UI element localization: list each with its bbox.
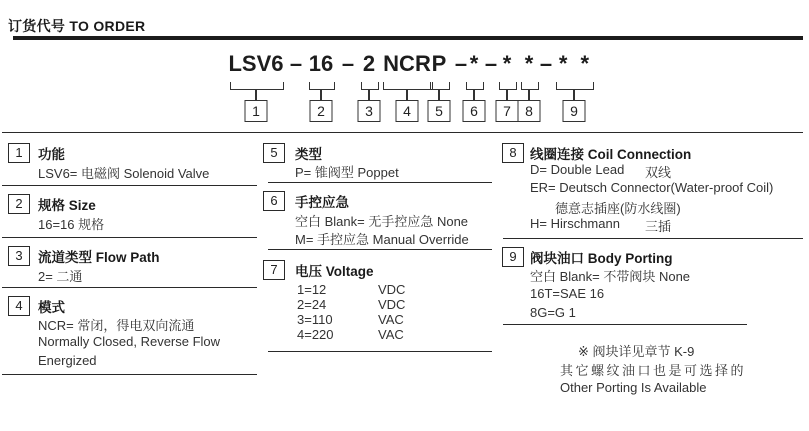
section-number-box: 5 [263, 143, 285, 163]
bracket-connector [506, 89, 508, 100]
section-line: 16=16 规格 [38, 217, 105, 232]
voltage-unit: VDC [378, 282, 406, 297]
section-line: LSV6= 电磁阀 Solenoid Valve [38, 166, 210, 181]
code-dash: – [484, 51, 498, 76]
segment-number-box: 7 [496, 100, 519, 122]
voltage-unit: VDC [378, 297, 406, 312]
coil-option-cn: 双线 [645, 165, 672, 180]
section-number-box: 9 [502, 247, 524, 267]
section-line: 8G=G 1 [530, 305, 576, 320]
segment-number-box: 3 [358, 100, 381, 122]
segment-bracket [430, 82, 450, 90]
note-line: Other Porting Is Available [560, 380, 707, 395]
section-title: 模式 [38, 300, 65, 315]
segment-bracket [521, 82, 539, 90]
code-dash: – [341, 51, 355, 76]
code-segment-text: * * [558, 51, 590, 76]
section-title: 规格 Size [38, 198, 96, 213]
code-dash: – [289, 51, 303, 76]
section-line: M= 手控应急 Manual Override [295, 232, 469, 247]
section-line: ER= Deutsch Connector(Water-proof Coil) [530, 180, 774, 195]
voltage-row [297, 297, 406, 312]
section-title: 手控应急 [295, 195, 349, 210]
section-divider [268, 182, 492, 183]
code-segment-text: LSV6 [228, 51, 284, 76]
section-line: Energized [38, 353, 97, 368]
voltage-unit: VAC [378, 327, 404, 342]
full-width-rule [2, 132, 803, 133]
section-title: 电压 Voltage [295, 264, 374, 279]
section-number-box: 2 [8, 194, 30, 214]
segment-bracket [556, 82, 594, 90]
section-title: 线圈连接 Coil Connection [530, 147, 692, 162]
voltage-value: 1=12 [297, 282, 327, 297]
coil-option-code: H= Hirschmann [530, 216, 620, 231]
bracket-connector [528, 89, 530, 100]
code-segment-text: * [524, 51, 534, 76]
section-title: 功能 [38, 147, 65, 162]
section-line [530, 162, 672, 180]
section-line: 2= 二通 [38, 269, 83, 284]
bracket-connector [473, 89, 475, 100]
section-line: 16T=SAE 16 [530, 286, 605, 301]
voltage-value: 4=220 [297, 327, 334, 342]
section-divider [268, 249, 492, 250]
section-divider [2, 185, 257, 186]
section-number-box: 6 [263, 191, 285, 211]
code-dash: – [539, 51, 553, 76]
note-line: ※ 阀块详见章节 K-9 [578, 344, 695, 359]
section-divider [2, 374, 257, 375]
segment-number-box: 2 [310, 100, 333, 122]
section-divider [268, 351, 492, 352]
segment-bracket [466, 82, 484, 90]
section-number-box: 4 [8, 296, 30, 316]
code-segment-text: NCR [383, 51, 431, 76]
code-segment-text: P [431, 51, 447, 76]
code-segment-text: * [502, 51, 512, 76]
voltage-row [297, 327, 404, 342]
voltage-value: 3=110 [297, 312, 333, 327]
segment-bracket [499, 82, 517, 90]
segment-number-box: 6 [463, 100, 486, 122]
voltage-row [297, 312, 404, 327]
voltage-value: 2=24 [297, 297, 327, 312]
bracket-connector [406, 89, 408, 100]
section-divider [2, 237, 257, 238]
section-line: 空白 Blank= 不带阀块 None [530, 269, 691, 284]
note-line: 其它螺纹油口也是可选择的 [560, 363, 747, 378]
section-line [530, 216, 672, 234]
code-segment-text: 16 [308, 51, 334, 76]
section-number-box: 8 [502, 143, 524, 163]
bracket-connector [438, 89, 440, 100]
code-segment-text: 2 [362, 51, 376, 76]
section-title: 类型 [295, 147, 322, 162]
code-segment-text: * [469, 51, 479, 76]
segment-number-box: 8 [518, 100, 541, 122]
page-title: 订货代号 TO ORDER [8, 18, 146, 34]
section-number-box: 3 [8, 246, 30, 266]
segment-bracket [309, 82, 335, 90]
section-divider [2, 287, 257, 288]
voltage-row [297, 282, 406, 297]
bracket-connector [368, 89, 370, 100]
section-number-box: 1 [8, 143, 30, 163]
bracket-connector [573, 89, 575, 100]
section-line: NCR= 常闭，得电双向流通 [38, 318, 195, 333]
section-line: 空白 Blank= 无手控应急 None [295, 214, 469, 229]
segment-bracket [383, 82, 433, 90]
section-line: 德意志插座(防水线圈) [555, 201, 681, 216]
segment-number-box: 1 [245, 100, 268, 122]
segment-number-box: 9 [563, 100, 586, 122]
section-line: P= 锥阀型 Poppet [295, 165, 399, 180]
code-dash: – [454, 51, 468, 76]
voltage-unit: VAC [378, 312, 404, 327]
coil-option-code: D= Double Lead [530, 162, 625, 177]
bracket-connector [255, 89, 257, 100]
bracket-connector [320, 89, 322, 100]
segment-bracket [230, 82, 284, 90]
segment-number-box: 4 [396, 100, 419, 122]
segment-bracket [361, 82, 379, 90]
segment-number-box: 5 [428, 100, 451, 122]
section-title: 流道类型 Flow Path [38, 250, 160, 265]
title-rule [13, 36, 803, 40]
section-number-box: 7 [263, 260, 285, 280]
section-title: 阀块油口 Body Porting [530, 251, 673, 266]
section-line: Normally Closed, Reverse Flow [38, 334, 221, 349]
coil-option-cn: 三插 [645, 219, 672, 234]
section-divider [503, 238, 803, 239]
section-divider [503, 324, 747, 325]
